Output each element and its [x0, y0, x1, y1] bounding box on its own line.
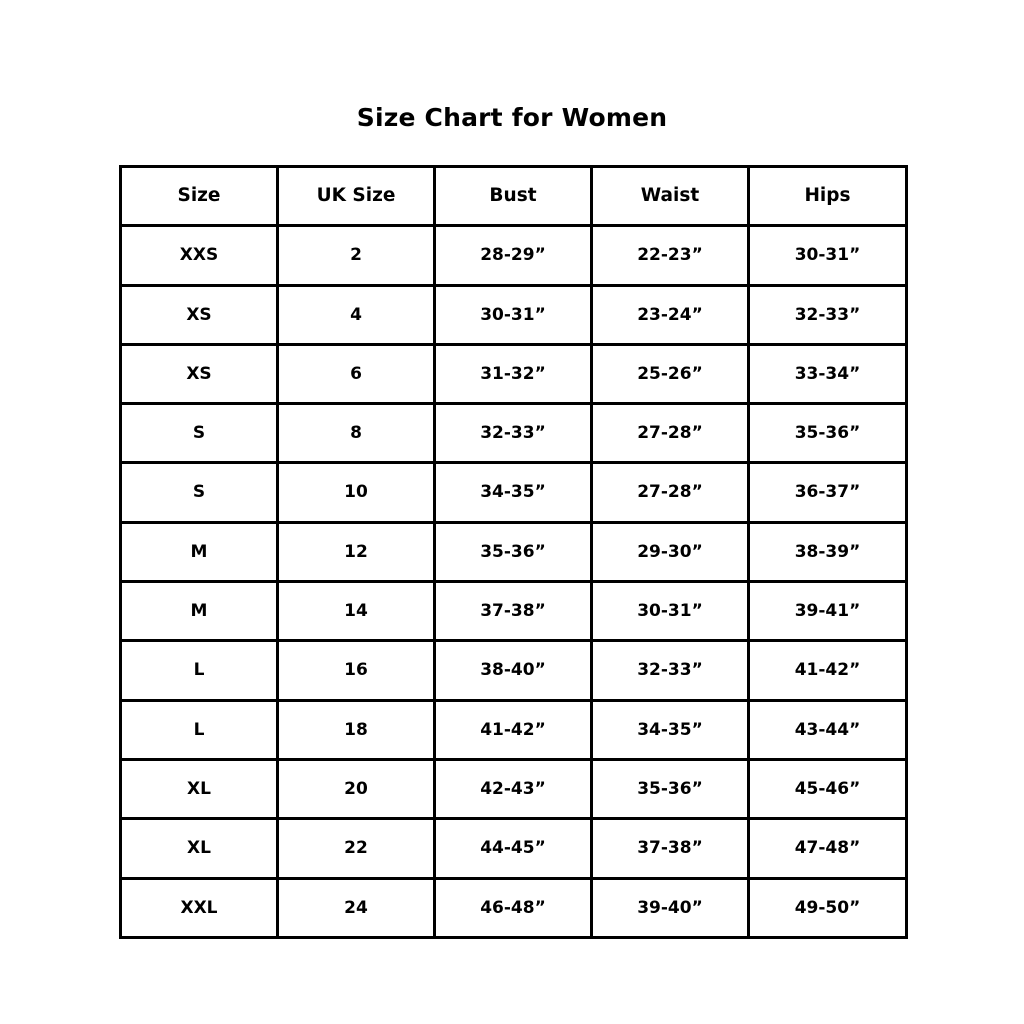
cell-uk-size: 6: [278, 344, 435, 403]
column-header-uk-size: UK Size: [278, 167, 435, 226]
cell-uk-size: 24: [278, 878, 435, 937]
table-row: [121, 344, 907, 403]
cell-hips: 39-41”: [749, 582, 907, 641]
cell-waist: 29-30”: [592, 522, 749, 581]
table-row: [121, 819, 907, 878]
cell-bust: 31-32”: [435, 344, 592, 403]
cell-hips: 30-31”: [749, 226, 907, 285]
cell-uk-size: 12: [278, 522, 435, 581]
table-row: [121, 641, 907, 700]
cell-uk-size: 4: [278, 285, 435, 344]
table-row: [121, 226, 907, 285]
cell-hips: 32-33”: [749, 285, 907, 344]
cell-hips: 36-37”: [749, 463, 907, 522]
cell-waist: 35-36”: [592, 759, 749, 818]
size-chart-table-container: [119, 165, 905, 939]
cell-uk-size: 2: [278, 226, 435, 285]
cell-uk-size: 16: [278, 641, 435, 700]
cell-bust: 28-29”: [435, 226, 592, 285]
page-title: Size Chart for Women: [356, 103, 668, 132]
cell-size: L: [121, 641, 278, 700]
table-row: [121, 878, 907, 937]
cell-size: M: [121, 522, 278, 581]
cell-hips: 33-34”: [749, 344, 907, 403]
table-row: [121, 700, 907, 759]
cell-hips: 41-42”: [749, 641, 907, 700]
table-row: [121, 522, 907, 581]
cell-bust: 35-36”: [435, 522, 592, 581]
size-chart-table: [119, 165, 908, 939]
table-row: [121, 404, 907, 463]
table-header: [121, 167, 907, 226]
cell-size: S: [121, 404, 278, 463]
cell-hips: 45-46”: [749, 759, 907, 818]
cell-waist: 32-33”: [592, 641, 749, 700]
cell-bust: 30-31”: [435, 285, 592, 344]
cell-hips: 35-36”: [749, 404, 907, 463]
cell-waist: 39-40”: [592, 878, 749, 937]
cell-hips: 49-50”: [749, 878, 907, 937]
cell-size: XS: [121, 285, 278, 344]
cell-size: M: [121, 582, 278, 641]
cell-bust: 37-38”: [435, 582, 592, 641]
cell-size: L: [121, 700, 278, 759]
cell-size: XXS: [121, 226, 278, 285]
cell-bust: 34-35”: [435, 463, 592, 522]
cell-bust: 32-33”: [435, 404, 592, 463]
table-row: [121, 759, 907, 818]
column-header-bust: Bust: [435, 167, 592, 226]
cell-uk-size: 18: [278, 700, 435, 759]
cell-waist: 23-24”: [592, 285, 749, 344]
cell-size: XL: [121, 759, 278, 818]
column-header-waist: Waist: [592, 167, 749, 226]
cell-waist: 22-23”: [592, 226, 749, 285]
cell-uk-size: 10: [278, 463, 435, 522]
cell-waist: 27-28”: [592, 404, 749, 463]
cell-waist: 37-38”: [592, 819, 749, 878]
cell-bust: 42-43”: [435, 759, 592, 818]
cell-bust: 46-48”: [435, 878, 592, 937]
cell-uk-size: 14: [278, 582, 435, 641]
column-header-size: Size: [121, 167, 278, 226]
cell-bust: 41-42”: [435, 700, 592, 759]
cell-waist: 30-31”: [592, 582, 749, 641]
cell-uk-size: 22: [278, 819, 435, 878]
table-body: [121, 226, 907, 938]
table-row: [121, 285, 907, 344]
cell-size: XL: [121, 819, 278, 878]
table-header-row: [121, 167, 907, 226]
cell-size: XXL: [121, 878, 278, 937]
column-header-hips: Hips: [749, 167, 907, 226]
cell-size: XS: [121, 344, 278, 403]
cell-bust: 38-40”: [435, 641, 592, 700]
table-row: [121, 463, 907, 522]
cell-hips: 47-48”: [749, 819, 907, 878]
cell-waist: 27-28”: [592, 463, 749, 522]
cell-bust: 44-45”: [435, 819, 592, 878]
table-row: [121, 582, 907, 641]
cell-size: S: [121, 463, 278, 522]
cell-hips: 38-39”: [749, 522, 907, 581]
cell-hips: 43-44”: [749, 700, 907, 759]
cell-uk-size: 20: [278, 759, 435, 818]
cell-uk-size: 8: [278, 404, 435, 463]
cell-waist: 25-26”: [592, 344, 749, 403]
cell-waist: 34-35”: [592, 700, 749, 759]
